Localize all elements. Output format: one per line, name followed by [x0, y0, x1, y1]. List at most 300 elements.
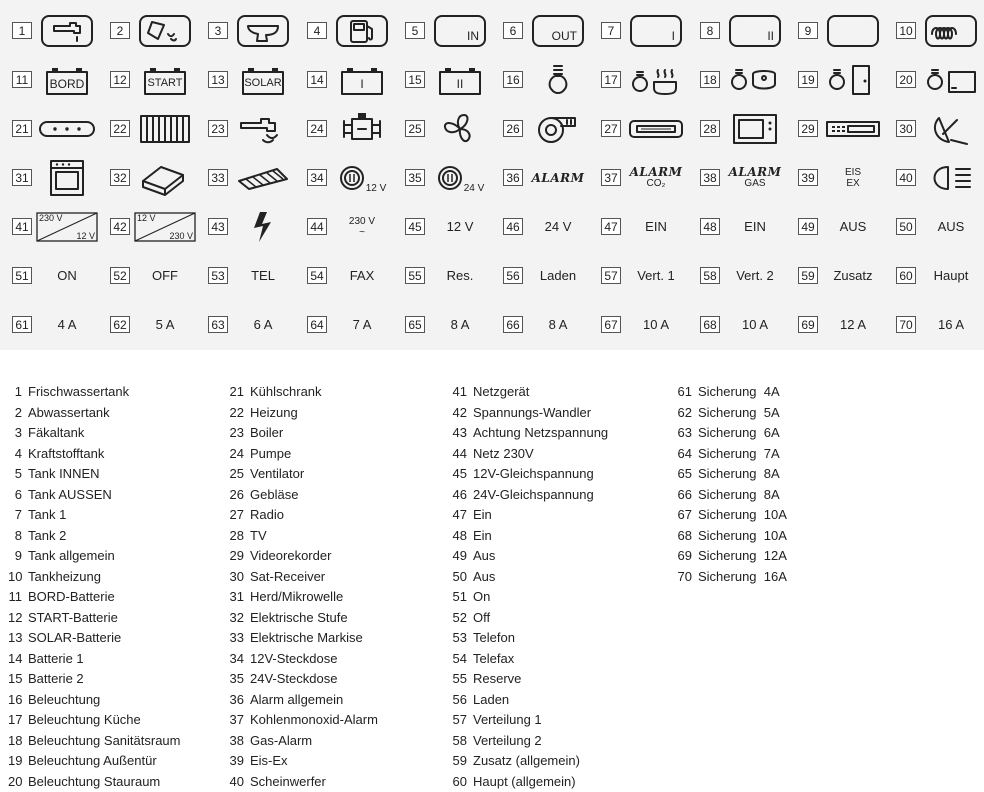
- legend-number: 47: [452, 507, 467, 522]
- legend-number: 4: [14, 445, 22, 461]
- battery-label: START: [147, 76, 183, 89]
- legend-item: [8, 669, 180, 690]
- symbol-number: 17: [601, 71, 621, 88]
- legend-item: [451, 526, 608, 547]
- symbol-cell-65: [399, 300, 497, 349]
- legend-column: [676, 382, 787, 587]
- legend-text: Aus: [473, 548, 496, 563]
- legend-text: Ein: [473, 507, 492, 522]
- symbol-cell-1: [6, 6, 104, 55]
- symbol-label: [845, 167, 861, 189]
- legend-item: [8, 731, 180, 752]
- legend-item: [451, 710, 608, 731]
- tank-box-icon: [433, 14, 487, 48]
- legend-number: 42: [452, 404, 467, 420]
- symbol-label: 24 V: [544, 219, 572, 234]
- alarm-text: ALARM: [531, 170, 585, 185]
- legend-item: [228, 772, 378, 792]
- legend-item: [451, 444, 608, 465]
- symbol-cell-21: [6, 104, 104, 153]
- legend-item: [676, 464, 787, 485]
- symbol-number: 56: [503, 267, 523, 284]
- legend-text: Frischwassertank: [28, 384, 130, 399]
- legend-item: [228, 608, 378, 629]
- legend-item: [228, 751, 378, 772]
- legend-item: [451, 669, 608, 690]
- symbol: [427, 302, 493, 347]
- legend-text: Tankheizung: [28, 568, 101, 584]
- legend-number: 54: [452, 650, 467, 666]
- symbol-cell-58: [694, 251, 792, 300]
- symbol-number: 42: [110, 218, 130, 235]
- symbol: [722, 57, 788, 102]
- symbol: [918, 253, 984, 298]
- legend-item: [451, 505, 608, 526]
- legend-item: [8, 649, 180, 670]
- fuel-pump-icon: [335, 14, 389, 48]
- radiator-icon: [137, 112, 193, 146]
- symbol: [623, 204, 689, 249]
- legend-number: 53: [452, 630, 467, 645]
- legend-text: Ein: [473, 527, 492, 543]
- legend-item: [228, 669, 378, 690]
- legend-text: Herd/Mikrowelle: [250, 589, 344, 604]
- legend-number: 59: [452, 753, 467, 768]
- symbol-label: 8 A: [450, 317, 470, 332]
- symbol-number: 68: [700, 316, 720, 333]
- symbol-cell-28: [694, 104, 792, 153]
- legend-text: Sicherung 10A: [698, 527, 787, 543]
- legend-text: Tank AUSSEN: [28, 486, 112, 502]
- legend-number: 30: [229, 568, 244, 584]
- symbol: [722, 204, 788, 249]
- legend-number: 35: [229, 671, 244, 686]
- symbol: [525, 8, 591, 53]
- legend-number: 14: [8, 650, 23, 666]
- legend-item: [228, 423, 378, 444]
- legend-item: [8, 485, 180, 506]
- high-voltage-icon: [248, 208, 278, 246]
- symbol-number: 7: [601, 22, 621, 39]
- legend-number: 58: [452, 732, 467, 748]
- converter-icon: [134, 212, 196, 242]
- symbol-number: 67: [601, 316, 621, 333]
- legend-text: 24V-Gleichspannung: [473, 486, 594, 502]
- symbol-cell-35: [399, 153, 497, 202]
- symbol-number: 22: [110, 120, 130, 137]
- legend-text: START-Batterie: [28, 609, 118, 625]
- awning-icon: [235, 163, 291, 193]
- legend-item: [228, 731, 378, 752]
- symbol-label: 7 A: [352, 317, 372, 332]
- symbol-cell-26: [497, 104, 595, 153]
- legend-number: 62: [677, 404, 692, 420]
- legend-text: Sicherung 4A: [698, 384, 780, 399]
- symbol: [329, 253, 395, 298]
- bulb-sink-icon: [727, 62, 783, 98]
- symbol: [230, 57, 296, 102]
- legend-item: [676, 444, 787, 465]
- legend-number: 70: [677, 568, 692, 584]
- symbol-cell-33: [202, 153, 300, 202]
- radio-icon: [627, 117, 685, 141]
- symbol-number: 25: [405, 120, 425, 137]
- legend-item: [8, 526, 180, 547]
- symbol-cell-67: [595, 300, 693, 349]
- legend-text: Sicherung 5A: [698, 404, 780, 420]
- symbol-cell-38: [694, 153, 792, 202]
- alarm-label: [729, 166, 782, 190]
- socket-icon: [338, 164, 366, 192]
- symbol-number: 28: [700, 120, 720, 137]
- legend-text: Kraftstofftank: [28, 445, 105, 461]
- bulb-pot-icon: [628, 62, 684, 98]
- legend-item: [8, 423, 180, 444]
- symbol-cell-45: [399, 202, 497, 251]
- legend-number: 61: [677, 384, 692, 399]
- symbol-cell-4: [301, 6, 399, 55]
- legend-number: 57: [452, 712, 467, 727]
- legend-text: Radio: [250, 507, 284, 522]
- symbol-cell-50: [890, 202, 984, 251]
- symbol-cell-43: [202, 202, 300, 251]
- symbol: [329, 8, 395, 53]
- symbol-label: 16 A: [937, 317, 965, 332]
- symbol: [427, 106, 493, 151]
- socket-voltage: 12 V: [365, 183, 387, 194]
- symbol-number: 15: [405, 71, 425, 88]
- symbol: [230, 8, 296, 53]
- symbol-label-line2: EX: [846, 177, 860, 189]
- legend-text: Scheinwerfer: [250, 773, 326, 789]
- legend-number: 44: [452, 445, 467, 461]
- symbol: [623, 253, 689, 298]
- symbol-number: 20: [896, 71, 916, 88]
- symbol-cell-16: [497, 55, 595, 104]
- symbol-number: 47: [601, 218, 621, 235]
- symbol-label: 4 A: [57, 317, 77, 332]
- legend-text: 12V-Steckdose: [250, 650, 338, 666]
- legend-text: Kohlenmonoxid-Alarm: [250, 712, 378, 727]
- legend-number: 1: [14, 384, 22, 399]
- legend-number: 3: [14, 425, 22, 440]
- symbol-cell-24: [301, 104, 399, 153]
- legend-number: 27: [229, 507, 244, 522]
- legend-number: 17: [8, 712, 23, 727]
- symbol-number: 37: [601, 169, 621, 186]
- symbol-cell-7: [595, 6, 693, 55]
- symbol: [918, 106, 984, 151]
- symbol-cell-40: [890, 153, 984, 202]
- symbol-cell-5: [399, 6, 497, 55]
- legend-number: 67: [677, 507, 692, 522]
- tank-box-label: II: [767, 28, 774, 43]
- symbol: [525, 57, 591, 102]
- symbol-number: 69: [798, 316, 818, 333]
- legend-item: [8, 505, 180, 526]
- legend-item: [451, 403, 608, 424]
- symbol-number: 35: [405, 169, 425, 186]
- symbol-number: 19: [798, 71, 818, 88]
- legend-number: 40: [229, 773, 244, 789]
- legend-item: [228, 526, 378, 547]
- legend-text: Fäkaltank: [28, 425, 85, 440]
- legend-number: 19: [8, 753, 23, 768]
- legend-number: 28: [229, 527, 244, 543]
- symbol-number: 12: [110, 71, 130, 88]
- symbol: [525, 253, 591, 298]
- legend-text: Netzgerät: [473, 384, 530, 399]
- alarm-subtext: GAS: [744, 177, 766, 189]
- symbol-label: 5 A: [155, 317, 175, 332]
- step-icon: [137, 159, 193, 197]
- symbol: [820, 204, 886, 249]
- symbol: [34, 106, 100, 151]
- converter-input: 230 V: [39, 212, 63, 223]
- symbol-cell-56: [497, 251, 595, 300]
- oven-icon: [45, 158, 89, 198]
- symbol-number: 33: [208, 169, 228, 186]
- legend-number: 37: [229, 712, 244, 727]
- legend-number: 34: [229, 650, 244, 666]
- symbol-number: 1: [12, 22, 32, 39]
- alarm-text: ALARM: [629, 164, 683, 179]
- legend-text: Boiler: [250, 425, 284, 440]
- legend-number: 25: [229, 466, 244, 481]
- symbol: [34, 8, 100, 53]
- socket-icon: [436, 164, 464, 192]
- symbol-cell-69: [792, 300, 890, 349]
- legend-number: 26: [229, 486, 244, 502]
- symbol: [820, 8, 886, 53]
- legend-number: 43: [452, 425, 467, 440]
- symbol: [820, 155, 886, 200]
- symbol-number: 8: [700, 22, 720, 39]
- legend-text: Beleuchtung Außentür: [28, 753, 157, 768]
- legend-number: 7: [14, 507, 22, 522]
- legend-item: [8, 567, 180, 588]
- legend-text: TV: [250, 527, 267, 543]
- symbol-number: 40: [896, 169, 916, 186]
- legend-number: 18: [8, 732, 23, 748]
- legend-item: [228, 464, 378, 485]
- legend-number: 16: [8, 691, 23, 707]
- symbol-label-line1: EIS: [844, 166, 862, 178]
- symbol: [427, 204, 493, 249]
- legend-text: Sicherung 12A: [698, 548, 787, 563]
- bulb-door-icon: [825, 62, 881, 98]
- symbol-label: OFF: [152, 268, 178, 283]
- legend-text: Telefax: [473, 650, 515, 666]
- legend-number: 63: [677, 425, 692, 440]
- symbol-number: 26: [503, 120, 523, 137]
- symbol-number: 61: [12, 316, 32, 333]
- battery-icon: [240, 64, 286, 96]
- legend-item: [228, 690, 378, 711]
- legend-text: Beleuchtung Küche: [28, 712, 141, 727]
- legend-number: 41: [452, 384, 467, 399]
- symbol: [918, 204, 984, 249]
- legend-number: 12: [8, 609, 23, 625]
- legend-number: 5: [14, 466, 22, 481]
- symbol-cell-51: [6, 251, 104, 300]
- symbol: [918, 155, 984, 200]
- legend-text: Elektrische Markise: [250, 630, 363, 645]
- symbol-cell-62: [104, 300, 202, 349]
- legend-number: 29: [229, 548, 244, 563]
- alarm-subtext: CO₂: [646, 177, 666, 189]
- vcr-icon: [824, 117, 882, 141]
- symbol: [427, 253, 493, 298]
- symbol: [230, 302, 296, 347]
- symbol-number: 43: [208, 218, 228, 235]
- symbol: [623, 106, 689, 151]
- symbol: [427, 57, 493, 102]
- symbol: [34, 253, 100, 298]
- symbol-label: EIN: [744, 219, 766, 234]
- symbol: [34, 57, 100, 102]
- legend-item: [8, 403, 180, 424]
- symbol-cell-12: [104, 55, 202, 104]
- legend-text: Achtung Netzspannung: [473, 425, 609, 440]
- symbol: [722, 155, 788, 200]
- symbol-label: 10 A: [642, 317, 670, 332]
- symbol-number: 48: [700, 218, 720, 235]
- legend-text: Gas-Alarm: [250, 732, 313, 748]
- symbol-number: 58: [700, 267, 720, 284]
- symbol: [722, 8, 788, 53]
- symbol-cell-19: [792, 55, 890, 104]
- legend-text: Heizung: [250, 404, 298, 420]
- legend-item: [8, 772, 180, 792]
- legend-number: 49: [452, 548, 467, 563]
- symbol-cell-59: [792, 251, 890, 300]
- legend-text: Zusatz (allgemein): [473, 753, 580, 768]
- legend-text: On: [473, 589, 491, 604]
- symbol-number: 55: [405, 267, 425, 284]
- legend-number: 31: [229, 589, 244, 604]
- symbol-number: 36: [503, 169, 523, 186]
- legend-text: 12V-Gleichspannung: [473, 466, 594, 481]
- symbol-label: EIN: [645, 219, 667, 234]
- battery-label: SOLAR: [244, 76, 282, 89]
- legend-number: 36: [229, 691, 244, 707]
- symbol-cell-20: [890, 55, 984, 104]
- legend-item: [451, 423, 608, 444]
- symbol: [820, 253, 886, 298]
- symbol-label: 8 A: [548, 317, 568, 332]
- symbol: [329, 106, 395, 151]
- legend-text: Off: [473, 609, 491, 625]
- alarm-label: [532, 172, 585, 184]
- legend-text: Gebläse: [250, 486, 299, 502]
- legend-text: Sicherung 16A: [698, 568, 787, 584]
- symbol-cell-29: [792, 104, 890, 153]
- legend-number: 2: [14, 404, 22, 420]
- legend-item: [451, 751, 608, 772]
- legend-item: [228, 710, 378, 731]
- tank-box-icon: [629, 14, 683, 48]
- symbol-cell-31: [6, 153, 104, 202]
- symbol: [427, 155, 493, 200]
- legend-item: [228, 628, 378, 649]
- legend-number: 68: [677, 527, 692, 543]
- symbol-number: 27: [601, 120, 621, 137]
- legend-item: [8, 444, 180, 465]
- legend-text: Sat-Receiver: [250, 568, 326, 584]
- legend-text: Aus: [473, 568, 496, 584]
- symbol-cell-46: [497, 202, 595, 251]
- symbol-label: Laden: [539, 268, 577, 283]
- legend-text: Batterie 1: [28, 650, 84, 666]
- symbol-cell-34: [301, 153, 399, 202]
- symbol-cell-63: [202, 300, 300, 349]
- symbol: [34, 155, 100, 200]
- legend-text: Laden: [473, 691, 510, 707]
- symbol-number: 21: [12, 120, 32, 137]
- symbol-cell-15: [399, 55, 497, 104]
- faucet-icon: [40, 14, 94, 48]
- symbol-cell-22: [104, 104, 202, 153]
- symbol-cell-6: [497, 6, 595, 55]
- symbol-cell-52: [104, 251, 202, 300]
- legend-item: [228, 444, 378, 465]
- legend-text: Tank 2: [28, 527, 67, 543]
- legend-text: Telefon: [473, 630, 515, 645]
- legend-text: Pumpe: [250, 445, 292, 461]
- symbol-cell-70: [890, 300, 984, 349]
- symbol-cell-61: [6, 300, 104, 349]
- symbol-number: 53: [208, 267, 228, 284]
- symbol: [820, 302, 886, 347]
- symbol-number: 31: [12, 169, 32, 186]
- fridge-icon: [38, 119, 96, 139]
- converter-icon: [36, 212, 98, 242]
- symbol: [329, 155, 395, 200]
- symbol: [623, 155, 689, 200]
- waste-water-icon: [138, 14, 192, 48]
- symbol-cell-14: [301, 55, 399, 104]
- legend-number: 11: [8, 589, 22, 604]
- symbol-cell-2: [104, 6, 202, 55]
- legend-item: [451, 772, 608, 792]
- symbol-cell-64: [301, 300, 399, 349]
- symbol-number: 51: [12, 267, 32, 284]
- symbol: [132, 204, 198, 249]
- symbol-number: 60: [896, 267, 916, 284]
- tank-box-label: IN: [467, 28, 479, 43]
- legend-item: [451, 731, 608, 752]
- legend-number: 20: [8, 773, 23, 789]
- legend-item: [228, 403, 378, 424]
- symbol-number: 2: [110, 22, 130, 39]
- legend-item: [451, 546, 608, 567]
- symbol: [132, 253, 198, 298]
- symbol-number: 32: [110, 169, 130, 186]
- symbol-cell-42: [104, 202, 202, 251]
- symbol: [329, 302, 395, 347]
- battery-label: BORD: [49, 76, 85, 91]
- battery-label: I: [360, 76, 364, 91]
- fan-icon: [440, 111, 480, 147]
- symbol-number: 11: [12, 71, 32, 88]
- symbol-label: FAX: [349, 268, 375, 283]
- legend-item: [8, 690, 180, 711]
- symbol: [132, 8, 198, 53]
- symbol-number: 5: [405, 22, 425, 39]
- legend-item: [451, 608, 608, 629]
- legend-number: 46: [452, 486, 467, 502]
